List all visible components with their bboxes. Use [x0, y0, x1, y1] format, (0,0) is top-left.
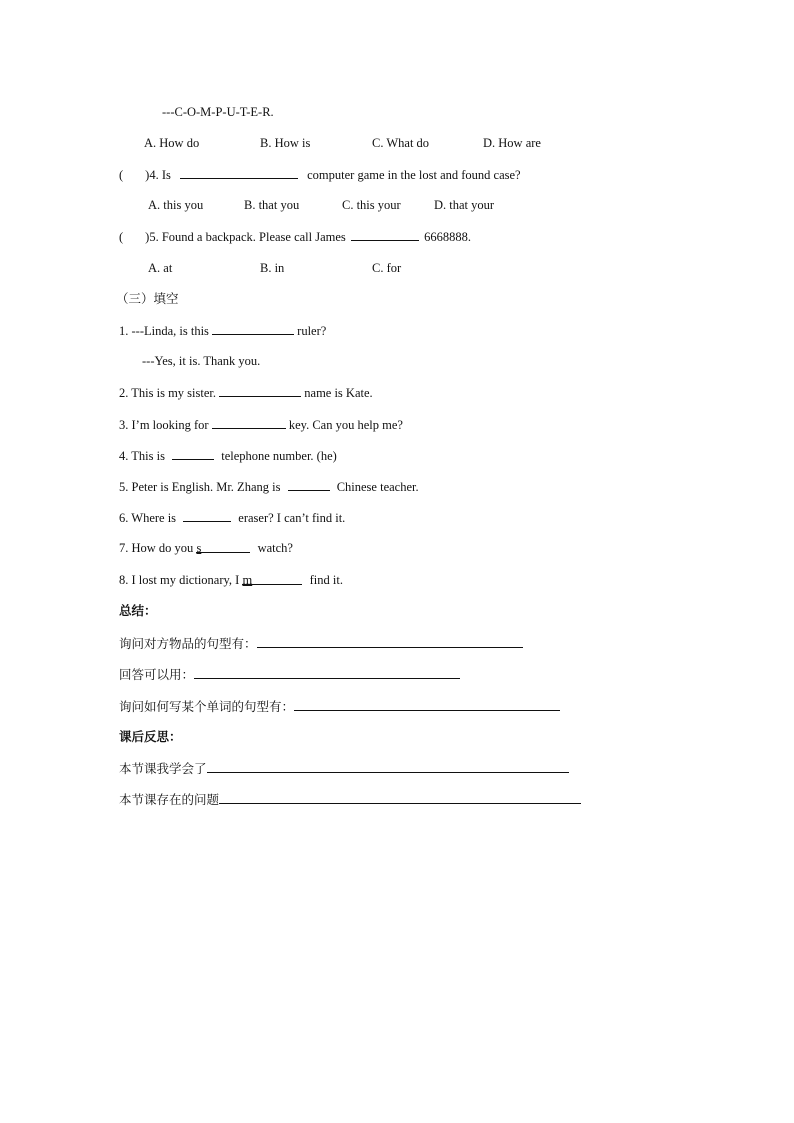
fill-2-blank[interactable]	[219, 384, 301, 397]
reflection-title: 课后反思：	[119, 729, 182, 744]
summary-1-blank[interactable]	[257, 635, 523, 648]
fill-2-post: name is Kate.	[304, 386, 373, 400]
q5-rest: 6668888.	[424, 230, 471, 244]
q4-rest: computer game in the lost and found case?	[307, 168, 521, 182]
fill-3-pre: 3. I’m looking for	[119, 418, 209, 432]
q4-option-a: A. this you	[148, 198, 204, 212]
summary-3-blank[interactable]	[294, 698, 560, 711]
fill-1-blank[interactable]	[212, 322, 294, 335]
section-title-fill: （三）填空	[116, 291, 179, 306]
summary-2-label: 回答可以用：	[119, 667, 195, 682]
fill-6-pre: 6. Where is	[119, 511, 177, 525]
fill-2-pre: 2. This is my sister.	[119, 386, 217, 400]
summary-line-3	[119, 698, 560, 715]
fill-4-post: telephone number. (he)	[221, 449, 337, 463]
q4-stem: )4. Is	[145, 168, 171, 182]
q3-option-c: C. What do	[372, 136, 430, 150]
fill-4-blank[interactable]	[172, 447, 214, 460]
fill-6	[119, 509, 345, 526]
q3-option-d: D. How are	[483, 136, 541, 150]
fill-4-pre: 4. This is	[119, 449, 165, 463]
q4-question	[119, 166, 521, 183]
fill-6-blank[interactable]	[183, 509, 231, 522]
fill-1-answer: ---Yes, it is. Thank you.	[142, 354, 261, 368]
fill-7-hint: s	[196, 541, 202, 555]
fill-5-pre: 5. Peter is English. Mr. Zhang is	[119, 480, 281, 494]
q4-option-b: B. that you	[244, 198, 300, 212]
q5-option-b: B. in	[260, 261, 285, 275]
reflection-1-blank[interactable]	[207, 760, 569, 773]
reflection-2-label: 本节课存在的问题	[119, 792, 220, 807]
q5-answer-blank[interactable]	[351, 228, 419, 241]
q3-option-b: B. How is	[260, 136, 311, 150]
fill-5-blank[interactable]	[288, 478, 330, 491]
reflection-line-1	[119, 760, 569, 777]
q4-answer-blank[interactable]	[180, 166, 298, 179]
reflection-2-blank[interactable]	[219, 791, 581, 804]
fill-8-post: find it.	[309, 573, 343, 587]
fill-7-pre: 7. How do you	[119, 541, 194, 555]
summary-1-label: 询问对方物品的句型有：	[119, 636, 257, 651]
fill-3-blank[interactable]	[212, 416, 286, 429]
fill-7-post: watch?	[257, 541, 293, 555]
reflection-1-label: 本节课我学会了	[119, 761, 207, 776]
fill-3	[119, 416, 403, 433]
fill-5-post: Chinese teacher.	[336, 480, 419, 494]
summary-title: 总结：	[119, 603, 157, 618]
fill-3-post: key. Can you help me?	[288, 418, 403, 432]
q4-option-d: D. that your	[434, 198, 495, 212]
fill-6-post: eraser? I can’t find it.	[238, 511, 346, 525]
q3-option-a: A. How do	[144, 136, 200, 150]
fill-7-blank[interactable]	[196, 540, 250, 553]
fill-5	[119, 478, 419, 495]
fill-4	[119, 447, 337, 464]
q5-question	[119, 228, 471, 245]
fill-8	[119, 572, 343, 588]
summary-line-2	[119, 666, 460, 683]
fill-8-pre: 8. I lost my dictionary, I	[119, 573, 240, 587]
q5-option-c: C. for	[372, 261, 402, 275]
fill-1-question	[119, 322, 326, 339]
q3-answer-line: ---C-O-M-P-U-T-E-R.	[162, 105, 274, 119]
summary-3-label: 询问如何写某个单词的句型有：	[119, 699, 295, 714]
summary-line-1	[119, 635, 523, 652]
fill-1-post: ruler?	[297, 324, 327, 338]
fill-8-hint: m	[242, 573, 253, 587]
fill-2	[119, 384, 373, 401]
q4-option-c: C. this your	[342, 198, 401, 212]
q4-open-paren: (	[119, 168, 124, 182]
q5-stem: )5. Found a backpack. Please call James	[145, 230, 346, 244]
q5-option-a: A. at	[148, 261, 173, 275]
fill-8-blank[interactable]	[242, 572, 302, 585]
reflection-line-2	[119, 791, 581, 808]
fill-1-pre: 1. ---Linda, is this	[119, 324, 209, 338]
summary-2-blank[interactable]	[194, 666, 460, 679]
q5-open-paren: (	[119, 230, 124, 244]
fill-7	[119, 540, 293, 556]
